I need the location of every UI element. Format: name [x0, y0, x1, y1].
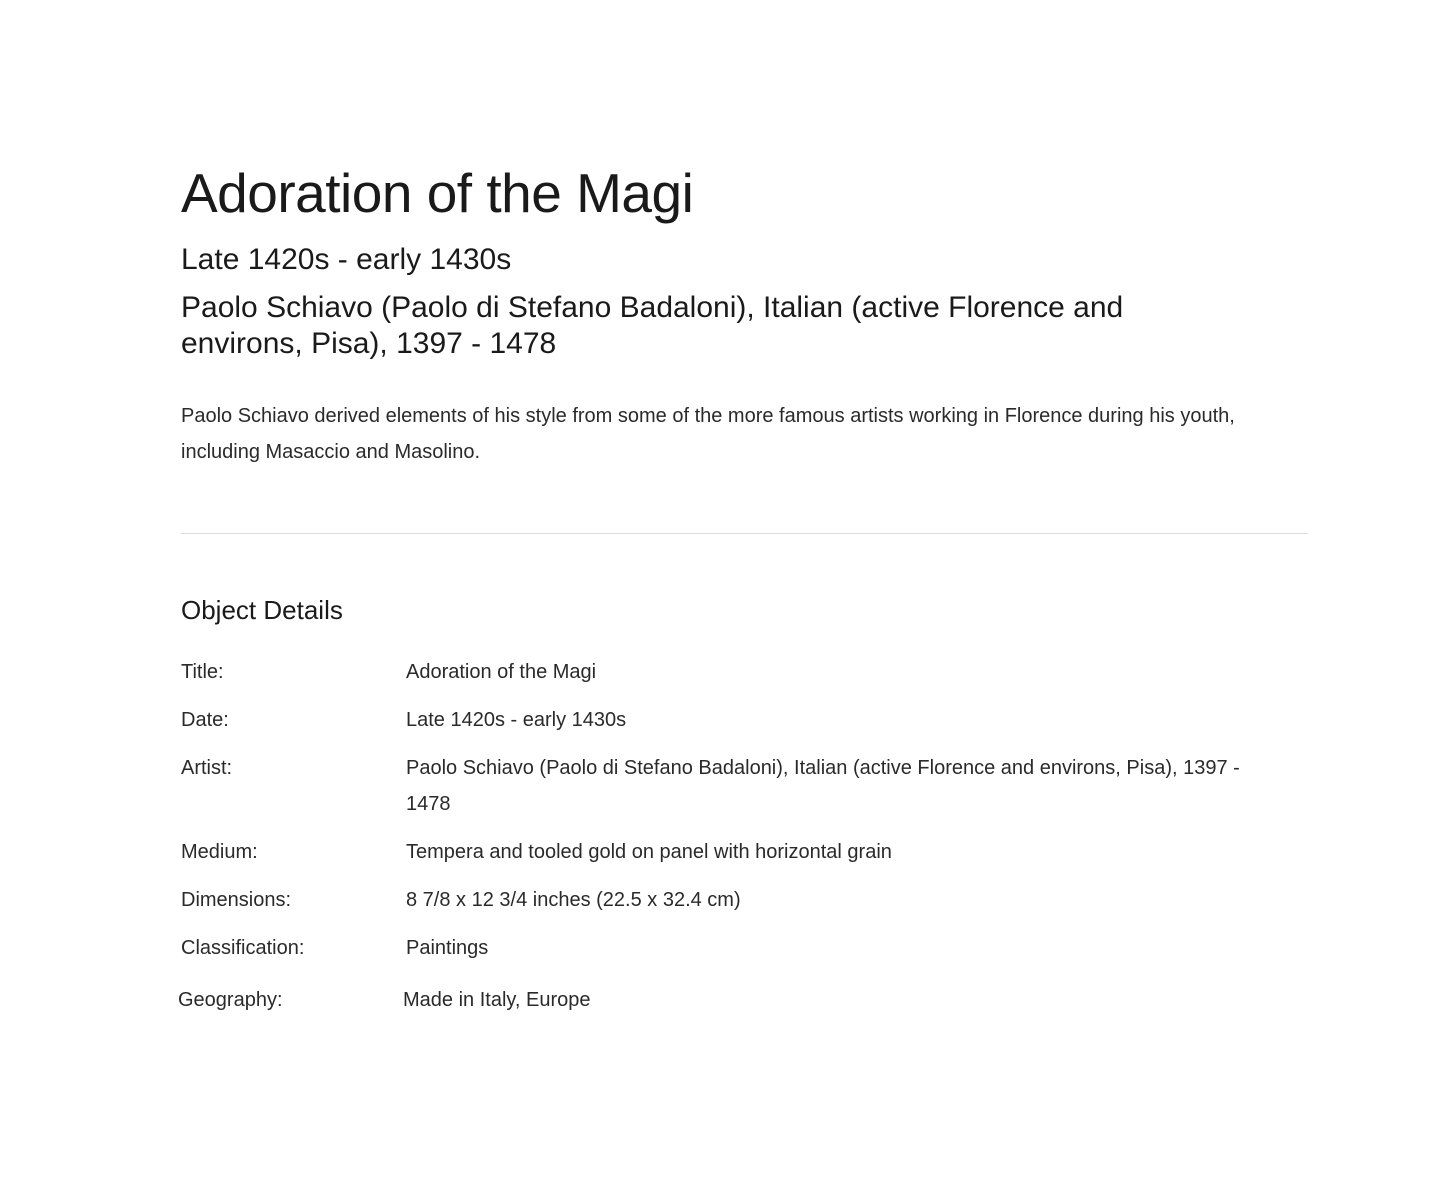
object-details-heading: Object Details — [181, 595, 343, 625]
detail-value: Paintings — [406, 937, 489, 959]
detail-label: Medium: — [181, 841, 258, 863]
detail-row-date — [181, 702, 1308, 738]
detail-value: Adoration of the Magi — [406, 661, 597, 683]
detail-row-medium — [181, 834, 1308, 870]
detail-row-dimensions — [181, 882, 1308, 918]
object-details-list — [178, 654, 1308, 1030]
detail-value: Made in Italy, Europe — [403, 989, 591, 1011]
detail-label: Title: — [181, 661, 224, 683]
detail-row-artist — [181, 750, 1308, 822]
detail-row-geography — [178, 982, 1305, 1018]
object-title: Adoration of the Magi — [181, 162, 694, 224]
object-artist: Paolo Schiavo (Paolo di Stefano Badaloni), Italian (active Florence and environs, Pisa), 1397 - 1478 — [181, 291, 1124, 360]
detail-value: 8 7/8 x 12 3/4 inches (22.5 x 32.4 cm) — [406, 889, 741, 911]
section-divider — [181, 533, 1308, 534]
object-description: Paolo Schiavo derived elements of his style from some of the more famous artists working in Florence during his youth, including Masaccio and Masolino. — [181, 405, 1235, 463]
detail-label: Geography: — [178, 989, 283, 1011]
detail-label: Dimensions: — [181, 889, 292, 911]
detail-label: Artist: — [181, 757, 233, 779]
detail-value: Tempera and tooled gold on panel with horizontal grain — [406, 841, 892, 863]
detail-value: Paolo Schiavo (Paolo di Stefano Badaloni), Italian (active Florence and environs, Pisa), 1397 - 1478 — [406, 757, 1240, 815]
detail-label: Classification: — [181, 937, 305, 959]
detail-label: Date: — [181, 709, 229, 731]
detail-row-title — [181, 654, 1308, 690]
detail-value: Late 1420s - early 1430s — [406, 709, 627, 731]
object-date: Late 1420s - early 1430s — [181, 243, 512, 276]
detail-row-classification — [181, 930, 1308, 966]
